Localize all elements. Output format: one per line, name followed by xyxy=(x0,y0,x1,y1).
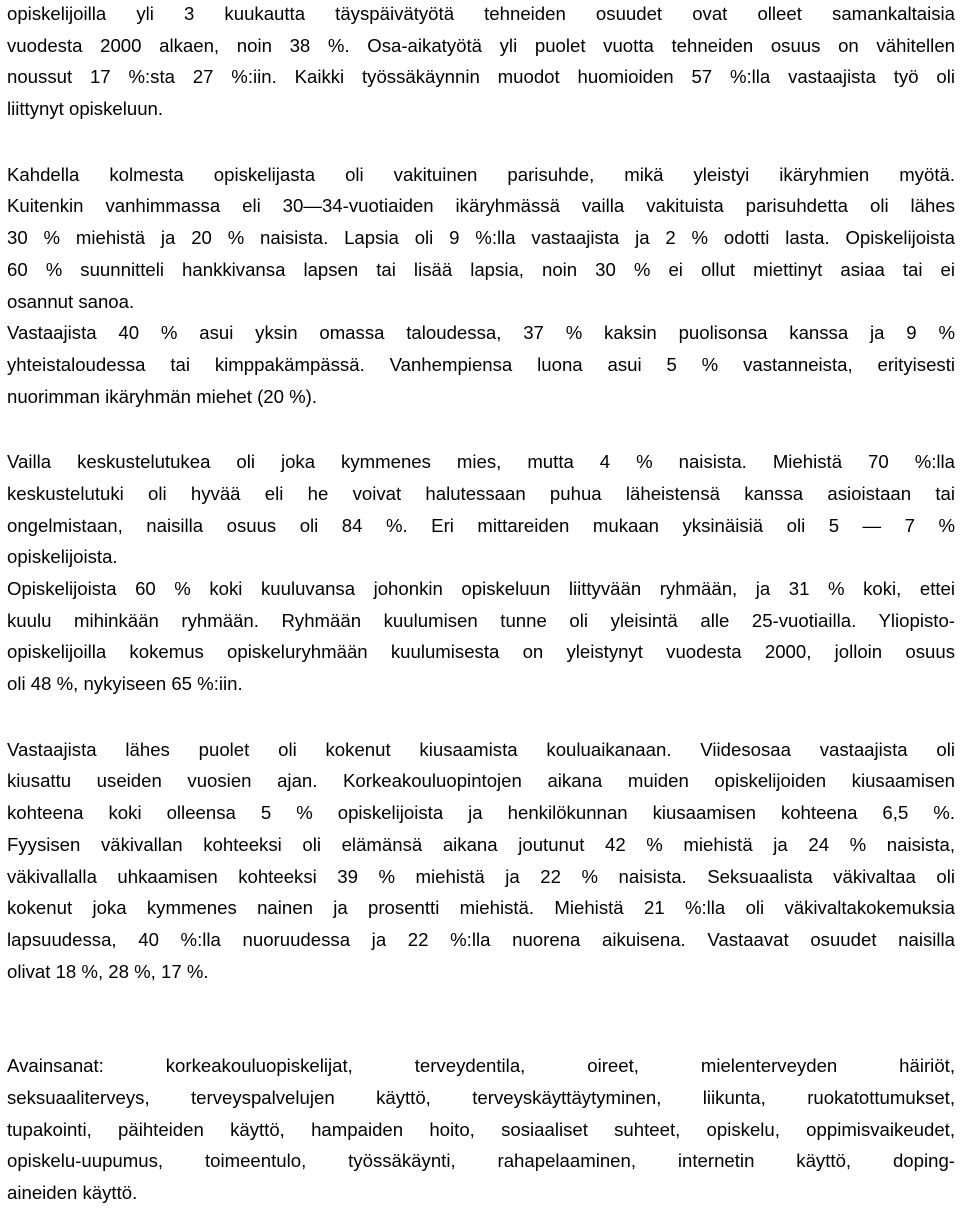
text-line: liittynyt opiskeluun. xyxy=(7,98,164,120)
paragraph-employment xyxy=(7,0,955,125)
paragraph-gap xyxy=(7,987,955,1050)
text-line: keskustelutuki oli hyvää eli he voivat halutessaan puhua läheistensä kanssa asioistaan tai xyxy=(7,482,955,504)
keywords-line: seksuaaliterveys, terveyspalvelujen käyttö, terveyskäyttäytyminen, liikunta, ruokatottumukset, xyxy=(7,1086,955,1108)
paragraph-gap xyxy=(7,700,955,734)
keywords-line: tupakointi, päihteiden käyttö, hampaiden hoito, sosiaaliset suhteet, opiskelu, oppimisvaikeudet, xyxy=(7,1118,955,1140)
text-line: opiskelijoilla kokemus opiskeluryhmään kuulumisesta on yleistynyt vuodesta 2000, jolloin osuus xyxy=(7,641,955,663)
keywords-line: aineiden käyttö. xyxy=(7,1182,138,1203)
text-line: Kahdella kolmesta opiskelijasta oli vakituinen parisuhde, mikä yleistyi ikäryhmien myötä. xyxy=(7,163,955,185)
text-line: oli 48 %, nykyiseen 65 %:iin. xyxy=(7,673,243,695)
text-line: Vailla keskustelutukea oli joka kymmenes mies, mutta 4 % naisista. Miehistä 70 %:lla xyxy=(7,451,955,473)
text-line: Fyysisen väkivallan kohteeksi oli elämänsä aikana joutunut 42 % miehistä ja 24 % naisista, xyxy=(7,833,955,855)
text-line: kuulu mihinkään ryhmään. Ryhmään kuulumisen tunne oli yleisintä alle 25-vuotiailla. Yliopisto- xyxy=(7,609,955,631)
text-line: osannut sanoa. xyxy=(7,290,135,312)
text-line: ongelmistaan, naisilla osuus oli 84 %. Eri mittareiden mukaan yksinäisiä oli 5 — 7 % xyxy=(7,514,955,536)
text-line: lapsuudessa, 40 %:lla nuoruudessa ja 22 %:lla nuorena aikuisena. Vastaavat osuudet naisilla xyxy=(7,928,955,950)
document-page xyxy=(7,0,955,1209)
text-line: yhteistaloudessa tai kimppakämpässä. Vanhempiensa luona asui 5 % vastanneista, erityisesti xyxy=(7,353,955,375)
keywords-line: Avainsanat: korkeakouluopiskelijat, terveydentila, oireet, mielenterveyden häiriöt, xyxy=(7,1055,955,1077)
text-line: noussut 17 %:sta 27 %:iin. Kaikki työssäkäynnin muodot huomioiden 57 %:lla vastaajista työ oli xyxy=(7,66,955,88)
paragraph-living xyxy=(7,317,955,412)
paragraph-social-support xyxy=(7,446,955,573)
text-line: 30 % miehistä ja 20 % naisista. Lapsia oli 9 %:lla vastaajista ja 2 % odotti lasta. Opiskelijoista xyxy=(7,227,955,249)
text-line: Vastaajista lähes puolet oli kokenut kiusaamista kouluaikanaan. Viidesosaa vastaajista oli xyxy=(7,738,955,760)
keywords-line: opiskelu-uupumus, toimeentulo, työssäkäynti, rahapelaaminen, internetin käyttö, doping- xyxy=(7,1150,955,1172)
text-line: väkivallalla uhkaamisen kohteeksi 39 % miehistä ja 22 % naisista. Seksuaalista väkivaltaa oli xyxy=(7,865,955,887)
text-line: olivat 18 %, 28 %, 17 %. xyxy=(7,960,209,982)
paragraph-gap xyxy=(7,412,955,446)
text-line: kohteena koki olleensa 5 % opiskelijoista ja henkilökunnan kiusaamisen kohteena 6,5 %. xyxy=(7,802,955,824)
text-line: kiusattu useiden vuosien ajan. Korkeakouluopintojen aikana muiden opiskelijoiden kiusaamisen xyxy=(7,770,955,792)
text-line: nuorimman ikäryhmän miehet (20 %). xyxy=(7,385,318,407)
paragraph-gap xyxy=(7,125,955,159)
keywords-block xyxy=(7,1050,955,1208)
text-line: kokenut joka kymmenes nainen ja prosentti miehistä. Miehistä 21 %:lla oli väkivaltakokemuksia xyxy=(7,897,955,919)
paragraph-relationships xyxy=(7,159,955,317)
text-line: Vastaajista 40 % asui yksin omassa taloudessa, 37 % kaksin puolisonsa kanssa ja 9 % xyxy=(7,322,955,344)
text-line: vuodesta 2000 alkaen, noin 38 %. Osa-aikatyötä yli puolet vuotta tehneiden osuus on vähitellen xyxy=(7,34,955,56)
text-line: 60 % suunnitteli hankkivansa lapsen tai lisää lapsia, noin 30 % ei ollut miettinyt asiaa tai ei xyxy=(7,258,955,280)
text-line: Opiskelijoista 60 % koki kuuluvansa johonkin opiskeluun liittyvään ryhmään, ja 31 % koki, ettei xyxy=(7,578,955,599)
text-line: opiskelijoilla yli 3 kuukautta täyspäivätyötä tehneiden osuudet ovat olleet samankaltaisia xyxy=(7,3,955,24)
paragraph-bullying-violence xyxy=(7,734,955,988)
paragraph-belonging xyxy=(7,573,955,700)
text-line: opiskelijoista. xyxy=(7,546,118,568)
text-line: Kuitenkin vanhimmassa eli 30—34-vuotiaiden ikäryhmässä vailla vakituista parisuhdetta oli lähes xyxy=(7,195,955,217)
